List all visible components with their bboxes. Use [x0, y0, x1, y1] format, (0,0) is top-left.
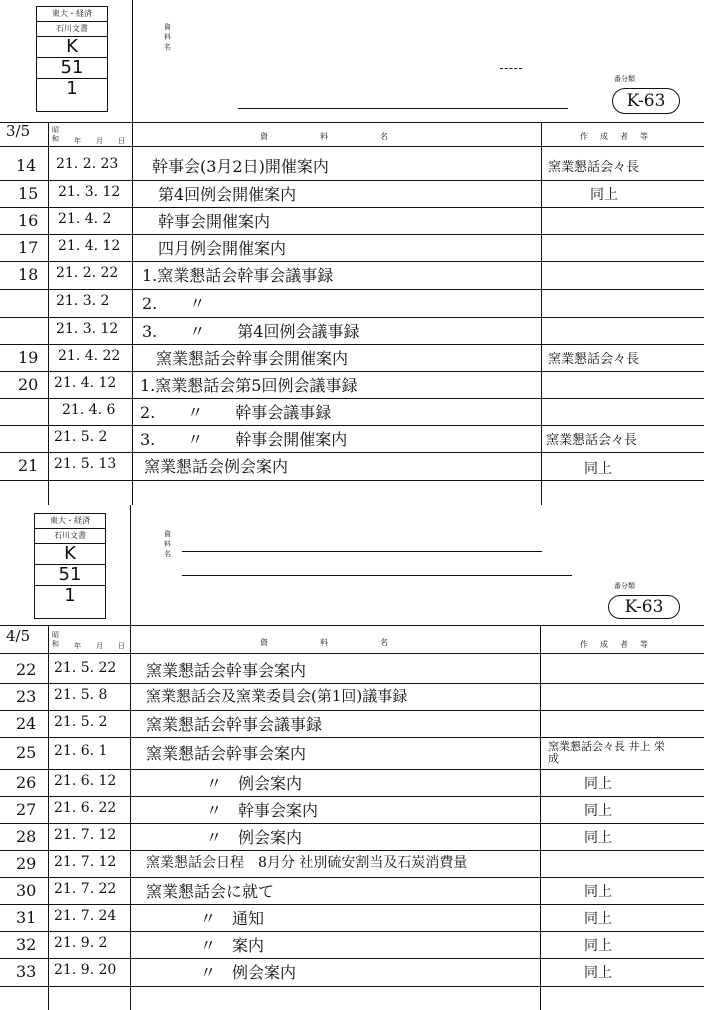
row-date: 21. 5. 2	[54, 714, 108, 730]
row-number: 21	[18, 456, 39, 475]
table-row	[0, 960, 704, 985]
header-title: 資 料 名	[260, 132, 400, 141]
row-number: 28	[16, 827, 37, 846]
row-author: 同上	[584, 776, 612, 792]
row-number: 20	[18, 375, 39, 394]
table-row	[0, 906, 704, 931]
row-title: 2. 〃	[142, 294, 206, 313]
row-author: 窯業懇話会々長 井上 栄成	[548, 740, 665, 765]
row-title: 窯業懇話会例会案内	[144, 457, 289, 476]
table-row	[0, 933, 704, 958]
stamp-collection: 石川文書	[37, 22, 107, 37]
stamp-folder: 1	[66, 78, 78, 99]
row-title: 幹事会開催案内	[158, 212, 271, 231]
table-row	[0, 852, 704, 877]
row-date: 21. 6. 1	[54, 743, 108, 759]
row-title: 窯業懇話会に就て	[146, 882, 275, 901]
row-date: 21. 6. 12	[54, 773, 117, 789]
archive-stamp	[36, 6, 108, 112]
row-number: 16	[18, 211, 39, 230]
division-label: 番分類	[614, 582, 635, 590]
stamp-collection: 石川文書	[35, 529, 105, 544]
row-author: 窯業懇話会々長	[548, 160, 640, 175]
table-row	[0, 879, 704, 904]
row-number: 27	[16, 800, 37, 819]
row-date: 21. 6. 22	[54, 800, 117, 816]
classification-code: K-63	[608, 595, 680, 619]
row-date: 21. 4. 12	[54, 375, 117, 391]
catalog-card-2	[0, 505, 704, 1010]
table-row	[0, 454, 704, 479]
row-number: 18	[18, 265, 39, 284]
table-row	[0, 685, 704, 710]
row-number: 17	[18, 238, 39, 257]
row-author: 同上	[584, 884, 612, 900]
row-date: 21. 4. 6	[62, 402, 116, 418]
stamp-folder: 1	[64, 585, 76, 606]
row-author: 窯業懇話会々長	[548, 352, 640, 367]
row-number: 26	[16, 773, 37, 792]
header-era: 昭和	[52, 631, 59, 648]
row-date: 21. 4. 22	[58, 348, 121, 364]
table-row	[0, 771, 704, 796]
row-title: 第4回例会開催案内	[158, 185, 297, 204]
row-title: 3. 〃 幹事会開催案内	[140, 430, 348, 449]
row-date: 21. 3. 2	[56, 293, 110, 309]
row-author: 同上	[584, 965, 612, 981]
table-row	[0, 209, 704, 234]
table-row	[0, 712, 704, 737]
division-label: 番分類	[614, 75, 635, 83]
row-title: 〃 通知	[200, 909, 265, 928]
table-row	[0, 798, 704, 823]
row-author: 同上	[584, 830, 612, 846]
row-title: 〃 幹事会案内	[206, 801, 319, 820]
archive-stamp	[34, 513, 106, 619]
row-title: 窯業懇話会幹事会案内	[146, 744, 307, 763]
row-title: 〃 例会案内	[206, 828, 303, 847]
table-row	[0, 346, 704, 371]
row-number: 15	[18, 184, 39, 203]
row-number: 23	[16, 687, 37, 706]
table-row	[0, 658, 704, 683]
table-row	[0, 427, 704, 452]
label-title: 資料名	[164, 23, 171, 51]
row-title: 幹事会(3月2日)開催案内	[152, 157, 329, 176]
row-date: 21. 7. 12	[54, 854, 117, 870]
row-number: 30	[16, 881, 37, 900]
header-year: 年	[74, 642, 81, 650]
header-title: 資 料 名	[260, 638, 400, 647]
row-title: 〃 案内	[200, 936, 265, 955]
row-title: 〃 例会案内	[206, 774, 303, 793]
row-title: 窯業懇話会日程 8月分 社別硫安割当及石炭消費量	[146, 855, 468, 871]
stamp-series: K	[37, 37, 107, 58]
header-author: 作 成 者 等	[580, 640, 650, 649]
row-number: 29	[16, 854, 37, 873]
row-number: 31	[16, 908, 37, 927]
row-date: 21. 5. 13	[54, 456, 117, 472]
header-author: 作 成 者 等	[580, 132, 650, 141]
stamp-series: K	[35, 544, 105, 565]
header-day: 日	[118, 642, 125, 650]
row-date: 21. 9. 2	[54, 935, 108, 951]
row-date: 21. 9. 20	[54, 962, 117, 978]
row-number: 32	[16, 935, 37, 954]
row-number: 33	[16, 962, 37, 981]
row-date: 21. 5. 2	[54, 429, 108, 445]
header-month: 月	[96, 137, 103, 145]
table-row	[0, 182, 704, 207]
row-date: 21. 2. 22	[56, 265, 119, 281]
row-date: 21. 7. 22	[54, 881, 117, 897]
classification-code: K-63	[612, 88, 680, 114]
table-row	[0, 236, 704, 261]
row-author: 同上	[584, 461, 612, 477]
row-number: 19	[18, 348, 39, 367]
table-row	[0, 373, 704, 398]
row-date: 21. 4. 2	[58, 211, 112, 227]
table-row	[0, 739, 704, 769]
row-title: 窯業懇話会幹事会開催案内	[156, 349, 349, 368]
header-era: 昭和	[52, 126, 59, 143]
row-date: 21. 3. 12	[56, 321, 119, 337]
table-row	[0, 319, 704, 344]
table-row	[0, 154, 704, 179]
row-date: 21. 7. 12	[54, 827, 117, 843]
row-date: 21. 5. 22	[54, 660, 117, 676]
row-number: 25	[16, 743, 37, 762]
row-author: 窯業懇話会々長	[546, 433, 638, 448]
row-title: 窯業懇話会及窯業委員会(第1回)議事録	[146, 687, 408, 705]
row-author: 同上	[584, 803, 612, 819]
row-date: 21. 7. 24	[54, 908, 117, 924]
row-number: 24	[16, 714, 37, 733]
row-title: 四月例会開催案内	[158, 239, 287, 258]
table-row	[0, 825, 704, 850]
stamp-box: 51	[37, 58, 107, 79]
header-year: 年	[74, 137, 81, 145]
row-author: 同上	[584, 911, 612, 927]
row-title: 1.窯業懇話会第5回例会議事録	[140, 376, 358, 395]
table-row	[0, 291, 704, 316]
row-author: 同上	[590, 187, 618, 203]
stamp-box: 51	[35, 565, 105, 586]
table-row	[0, 263, 704, 288]
row-title: 窯業懇話会幹事会議事録	[146, 715, 323, 734]
date-note: 3/5	[6, 122, 31, 140]
row-date: 21. 3. 12	[58, 184, 121, 200]
row-title: 2. 〃 幹事会議事録	[140, 403, 332, 422]
header-day: 日	[118, 137, 125, 145]
table-row	[0, 400, 704, 425]
row-title: 窯業懇話会幹事会案内	[146, 661, 307, 680]
row-title: 1.窯業懇話会幹事会議事録	[142, 266, 334, 285]
stamp-university: 東大・経済	[35, 514, 105, 529]
date-note: 4/5	[6, 627, 31, 645]
row-date: 21. 2. 23	[56, 156, 119, 172]
row-title: 3. 〃 第4回例会議事録	[142, 322, 360, 341]
row-title: 〃 例会案内	[200, 963, 297, 982]
label-title: 資料名	[164, 530, 171, 558]
row-date: 21. 5. 8	[54, 687, 108, 703]
header-month: 月	[96, 642, 103, 650]
row-number: 14	[16, 156, 37, 175]
row-date: 21. 4. 12	[58, 238, 121, 254]
row-author: 同上	[584, 938, 612, 954]
row-number: 22	[16, 660, 37, 679]
stamp-university: 東大・経済	[37, 7, 107, 22]
